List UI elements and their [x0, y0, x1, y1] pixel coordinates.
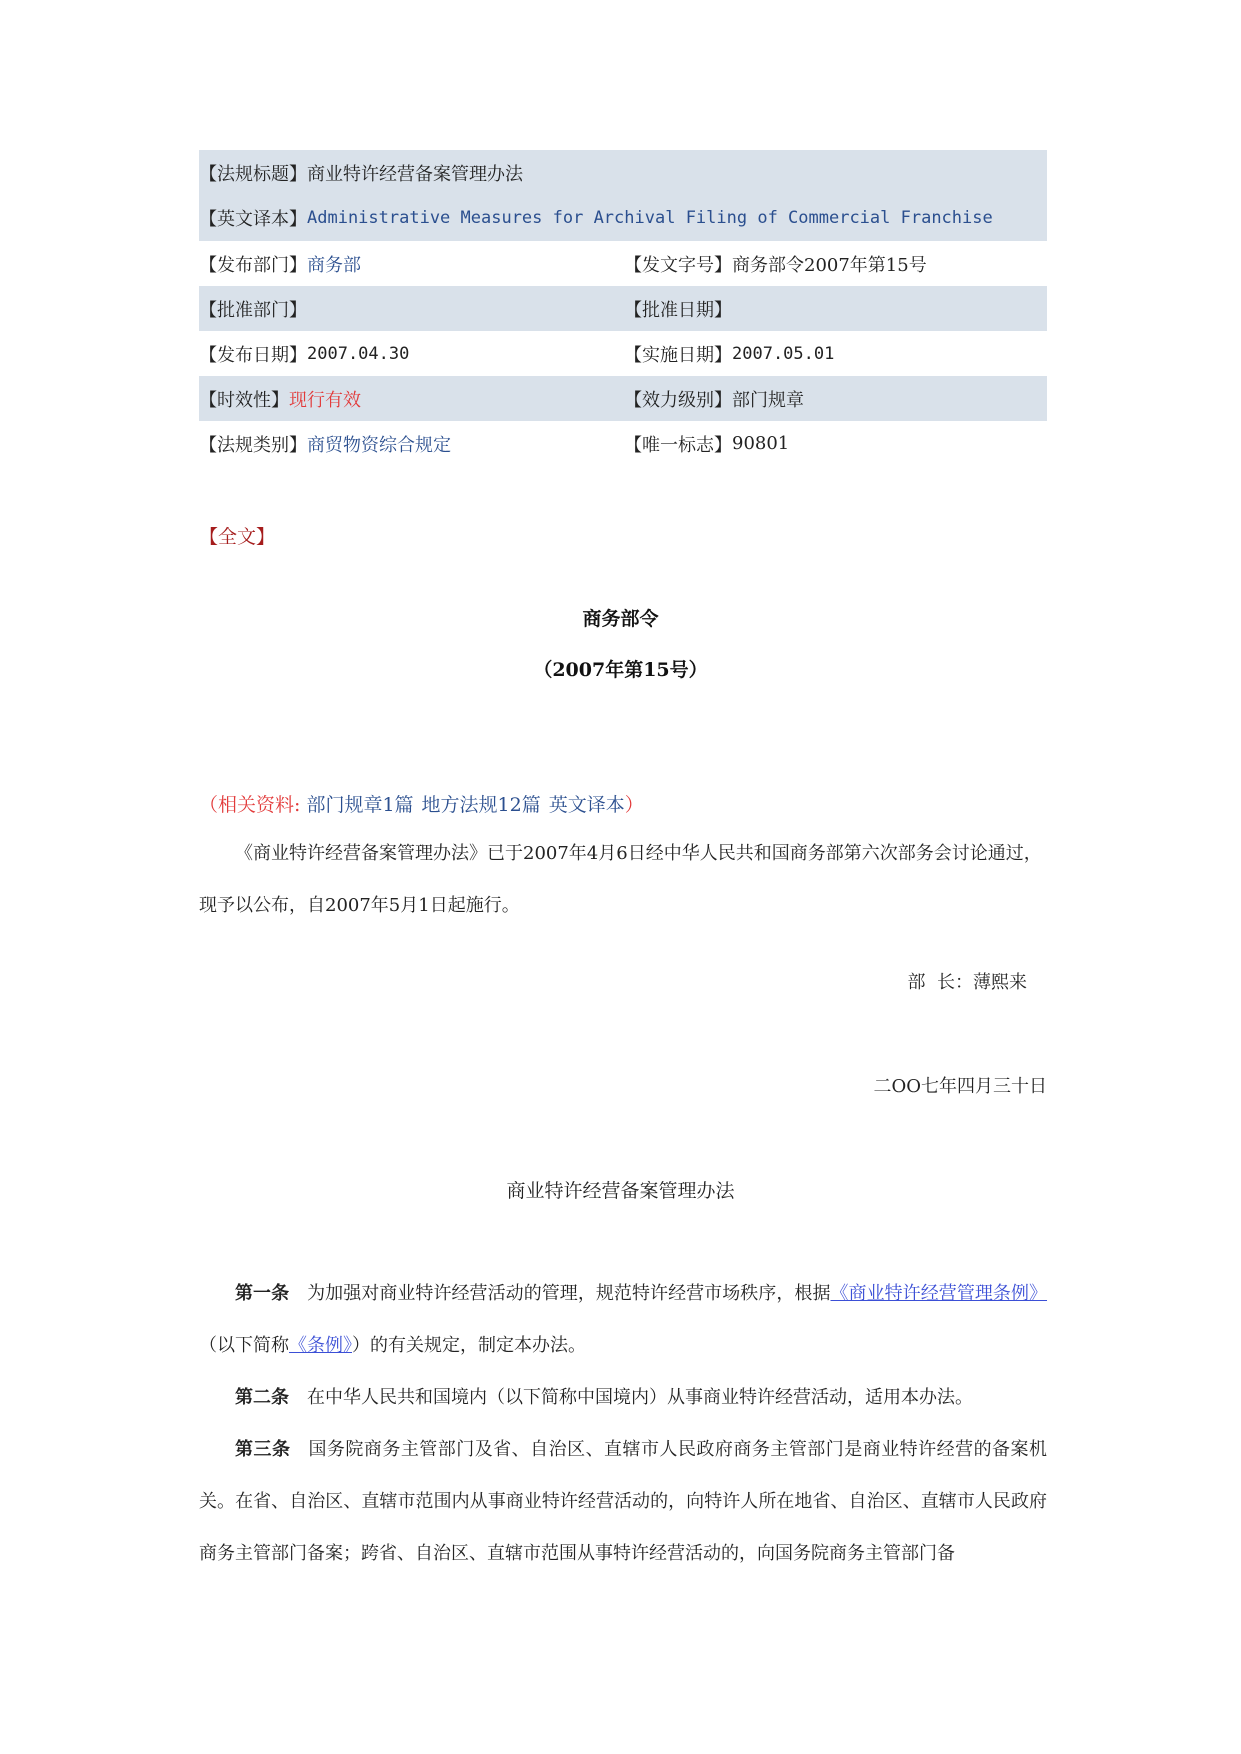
meta-row-title [199, 150, 1047, 241]
article-1-number: 第一条 [235, 1283, 290, 1304]
dept-link[interactable]: 商务部 [307, 254, 361, 276]
english-link[interactable]: Administrative Measures for Archival Filing of Commercial Franchise [307, 208, 993, 228]
approve-date-label: 【批准日期】 [624, 299, 732, 321]
related-link-rules[interactable]: 部门规章1篇 [306, 794, 414, 816]
order-number: （2007年第15号） [533, 659, 708, 681]
article-2-number: 第二条 [235, 1387, 289, 1408]
pub-date-value: 2007.04.30 [307, 343, 410, 364]
uid-value: 90801 [732, 433, 790, 454]
english-label: 【英文译本】 [199, 209, 307, 230]
meta-row-category [199, 421, 1047, 466]
related-link-local[interactable]: 地方法规12篇 [421, 794, 541, 816]
regulation-short-link[interactable]: 《条例》 [289, 1335, 352, 1356]
article-1-text3: ）的有关规定，制定本办法。 [352, 1335, 586, 1356]
dept-label: 【发布部门】 [199, 254, 307, 276]
category-link[interactable]: 商贸物资综合规定 [307, 434, 451, 456]
related-prefix: （相关资料: [199, 794, 307, 816]
related-materials [199, 790, 644, 817]
meta-row-approve [199, 286, 1047, 331]
meta-row-validity [199, 376, 1047, 421]
meta-row-dept [199, 241, 1047, 286]
article-3-text: 国务院商务主管部门及省、自治区、直辖市人民政府商务主管部门是商业特许经营的备案机关。在省、自治区、直辖市范围内从事商业特许经营活动的，向特许人所在地省、自治区、直辖市人民政府商务主管部门备案；跨省、自治区、直辖市范围从事特许经营活动的，向国务院商务主管部门备 [199, 1439, 1048, 1564]
eff-date-value: 2007.05.01 [732, 343, 835, 364]
minister-signature: 部 长：薄熙来 [907, 972, 1027, 993]
category-label: 【法规类别】 [199, 434, 307, 456]
approve-dept-label: 【批准部门】 [199, 299, 307, 321]
meta-row-dates [199, 331, 1047, 376]
article-2-text: 在中华人民共和国境内（以下简称中国境内）从事商业特许经营活动，适用本办法。 [307, 1387, 973, 1408]
title-value: 商业特许经营备案管理办法 [307, 164, 523, 185]
related-suffix: ） [624, 794, 644, 816]
eff-date-label: 【实施日期】 [624, 344, 732, 366]
article-1-text2: （以下简称 [199, 1335, 289, 1356]
article-1 [199, 1268, 1047, 1372]
level-value: 部门规章 [732, 389, 804, 411]
uid-label: 【唯一标志】 [624, 434, 732, 456]
validity-label: 【时效性】 [199, 389, 289, 411]
metadata-table [199, 150, 1047, 466]
fulltext-label: 【全文】 [199, 526, 276, 548]
docno-label: 【发文字号】 [624, 254, 732, 276]
article-3-number: 第三条 [235, 1439, 291, 1460]
article-2 [199, 1372, 1047, 1424]
order-heading: 商务部令 [582, 608, 659, 630]
pub-date-label: 【发布日期】 [199, 344, 307, 366]
regulation-link[interactable]: 《商业特许经营管理条例》 [830, 1283, 1048, 1304]
article-1-text1: 为加强对商业特许经营活动的管理，规范特许经营市场秩序，根据 [307, 1283, 831, 1304]
title-label: 【法规标题】 [199, 164, 307, 185]
related-link-english[interactable]: 英文译本 [548, 794, 625, 816]
intro-paragraph: 《商业特许经营备案管理办法》已于2007年4月6日经中华人民共和国商务部第六次部务会讨论通过，现予以公布，自2007年5月1日起施行。 [199, 843, 1042, 916]
level-label: 【效力级别】 [624, 389, 732, 411]
validity-value: 现行有效 [289, 389, 361, 411]
article-3 [199, 1424, 1047, 1580]
docno-value: 商务部令2007年第15号 [732, 254, 927, 276]
issue-date: 二OO七年四月三十日 [873, 1076, 1047, 1097]
document-title: 商业特许经营备案管理办法 [506, 1180, 735, 1202]
